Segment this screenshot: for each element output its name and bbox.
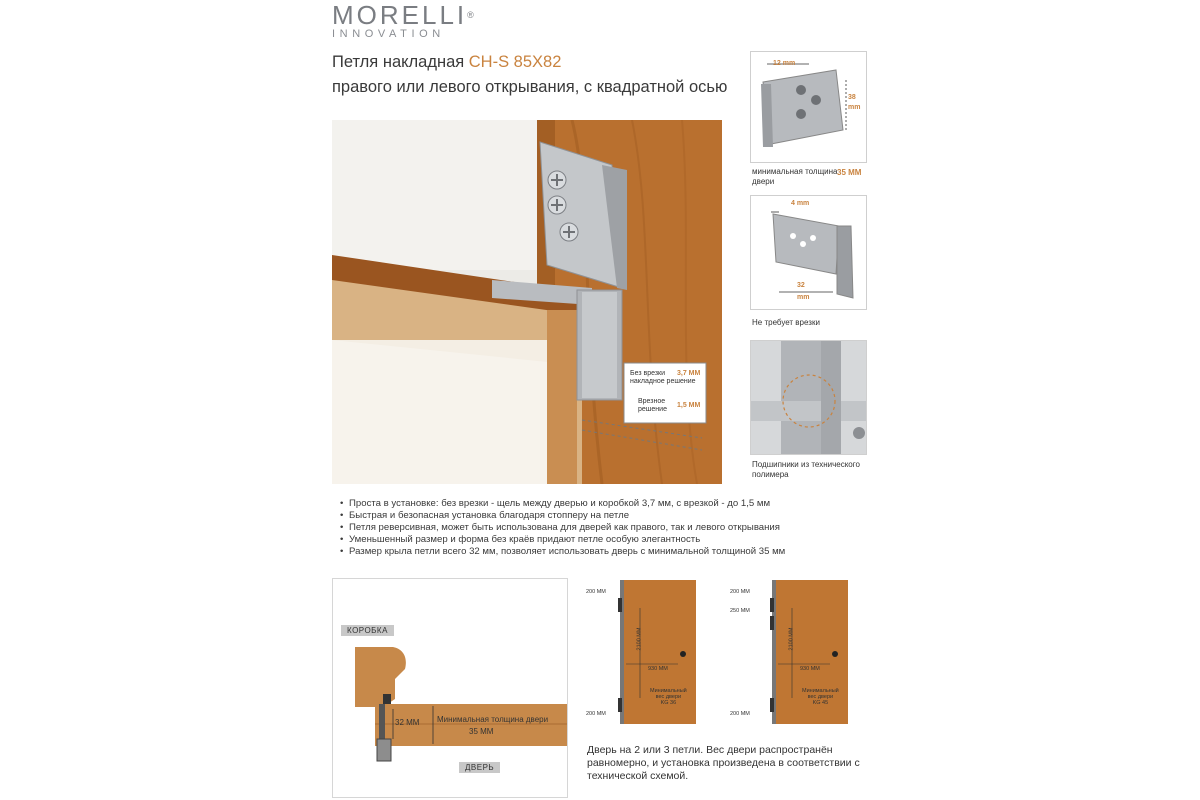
callout-no-cut: Без врезки накладное решение	[630, 370, 696, 385]
panel1-dim-top: 12 mm	[773, 60, 796, 67]
panel2-dim-top: 4 mm	[791, 200, 810, 207]
door-label: ДВЕРЬ	[459, 762, 500, 773]
panel-dimensions-1	[750, 51, 867, 163]
feature-item: • Уменьшенный размер и форма без краёв придают петле особую элегантность	[340, 534, 860, 546]
door-diagram-3-hinges	[730, 578, 860, 728]
door-left-weight: Минимальный вес двери KG 36	[650, 688, 687, 706]
door-right-bottom: 200 ММ	[730, 711, 750, 717]
panel-bearings	[750, 340, 867, 455]
door-right-width: 930 ММ	[800, 666, 820, 672]
door-left-width: 930 ММ	[648, 666, 668, 672]
brand-name: MORELLI®	[332, 0, 477, 30]
door-left-top: 200 ММ	[586, 589, 606, 595]
feature-item: • Размер крыла петли всего 32 мм, позволяет использовать дверь с минимальной толщиной 35 мм	[340, 546, 860, 558]
feature-item: • Быстрая и безопасная установка благодаря стопперу на петле	[340, 510, 860, 522]
panel-dimensions-2	[750, 195, 867, 310]
hinge-photo	[332, 120, 722, 484]
brand-subtitle: INNOVATION	[332, 28, 445, 40]
panel1-caption-value: 35 ММ	[837, 168, 862, 177]
min-thickness-value: 35 ММ	[469, 727, 494, 736]
wing-value: 32 ММ	[395, 718, 420, 727]
min-thickness-label: Минимальная толщина двери	[437, 715, 549, 724]
callout-cut-value: 1,5 ММ	[677, 402, 701, 409]
model-name: CH-S 85X82	[468, 53, 562, 71]
feature-item: • Петля реверсивная, может быть использована для дверей как правого, так и левого открывания	[340, 522, 860, 534]
door-diagram-2-hinges	[578, 578, 708, 728]
brand-logo	[332, 2, 477, 40]
panel1-dim-side-unit: mm	[848, 104, 861, 111]
panel2-caption: Не требует врезки	[752, 318, 820, 327]
panel2-dim-bottom: 32	[797, 282, 805, 289]
panel1-caption: минимальная толщина двери	[752, 167, 838, 186]
door-right-top: 200 ММ	[730, 589, 750, 595]
callout-no-cut-value: 3,7 ММ	[677, 370, 701, 377]
panel2-dim-bottom-unit: mm	[797, 294, 810, 301]
door-left-bottom: 200 ММ	[586, 711, 606, 717]
feature-list	[340, 498, 860, 558]
section-diagram	[332, 578, 568, 798]
panel3-caption: Подшипники из технического полимера	[752, 460, 860, 479]
footnote: Дверь на 2 или 3 петли. Вес двери распространён равномерно, и установка произведена в соответствии с технической схемой.	[587, 744, 860, 782]
door-left-height: 2100 ММ	[636, 627, 643, 651]
panel1-dim-side: 38	[848, 94, 856, 101]
callout-cut: Врезное решение	[638, 398, 667, 413]
page-title: Петля накладная CH-S 85X82 правого или левого открывания, с квадратной осью	[332, 53, 728, 96]
door-right-height: 2100 ММ	[788, 627, 795, 651]
door-right-mid: 250 ММ	[730, 608, 750, 614]
box-label: КОРОБКА	[341, 625, 394, 636]
feature-item: • Проста в установке: без врезки - щель между дверью и коробкой 3,7 мм, с врезкой - до 1,5 мм	[340, 498, 860, 510]
door-right-weight: Минимальный вес двери KG 45	[802, 688, 839, 706]
